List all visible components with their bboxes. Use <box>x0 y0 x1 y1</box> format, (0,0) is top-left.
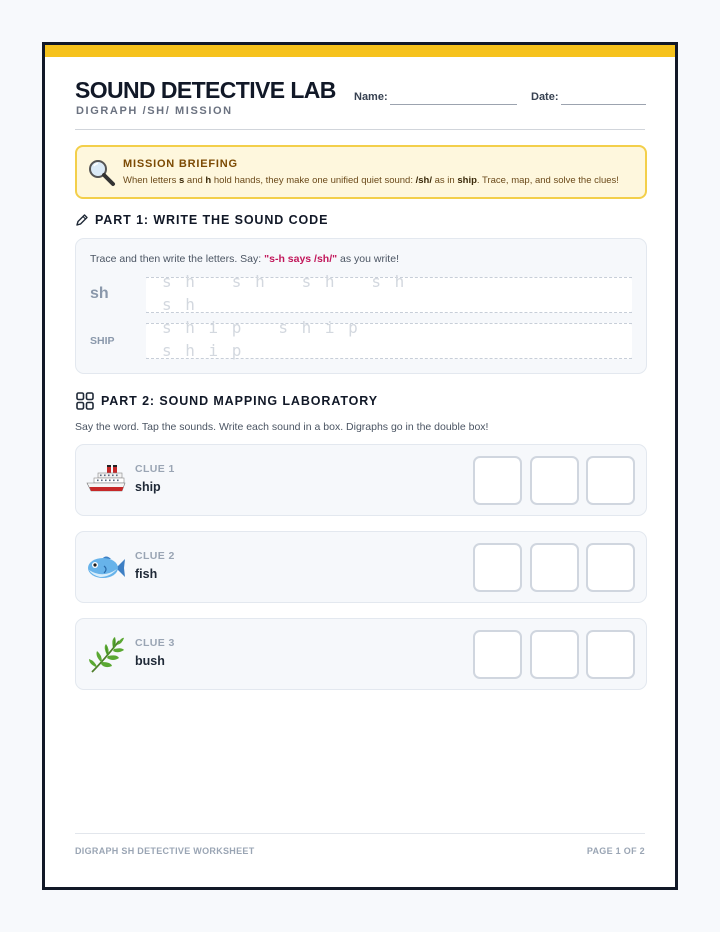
part2-instruction: Say the word. Tap the sounds. Write each sound in a box. Digraphs go in the double box! <box>75 421 489 433</box>
briefing-title: MISSION BRIEFING <box>123 158 238 170</box>
pencil-icon <box>75 213 89 227</box>
clue-label: CLUE 3 <box>135 637 175 649</box>
trace-card <box>75 238 647 374</box>
grid-icon <box>75 391 95 411</box>
clue-word: ship <box>135 480 161 494</box>
fish-icon <box>86 548 126 588</box>
worksheet-page <box>42 42 678 890</box>
sound-box-2[interactable] <box>530 630 579 679</box>
trace-guide-bottom: s h <box>162 295 197 314</box>
date-field[interactable] <box>561 104 646 105</box>
letter-s: s <box>178 175 185 186</box>
top-accent-bar <box>45 45 675 57</box>
clue-card-2 <box>75 531 647 603</box>
trace-writing-area-sh[interactable] <box>146 272 632 314</box>
clue-label: CLUE 2 <box>135 550 175 562</box>
clue-word: bush <box>135 654 165 668</box>
sound-box-1[interactable] <box>473 630 522 679</box>
sound-box-2[interactable] <box>530 543 579 592</box>
sound-box-3[interactable] <box>586 630 635 679</box>
ship-icon <box>86 461 126 501</box>
date-label: Date: <box>531 91 559 103</box>
part1-title: PART 1: WRITE THE SOUND CODE <box>95 213 329 227</box>
sound-box-1[interactable] <box>473 456 522 505</box>
sound-sh: /sh/ <box>415 175 432 186</box>
clue-word: fish <box>135 567 158 581</box>
briefing-text: When letters s and h hold hands, they make one unified quiet sound: /sh/ as in ship. Trace, map, and solve the clues! <box>123 175 619 186</box>
trace-guide-top: s h i p s h i p <box>162 318 360 337</box>
leafy-branch-icon <box>86 635 126 675</box>
page-title: SOUND DETECTIVE LAB <box>75 77 336 103</box>
part2-title: PART 2: SOUND MAPPING LABORATORY <box>101 394 378 408</box>
trace-instruction: Trace and then write the letters. Say: "s-h says /sh/" as you write! <box>90 253 399 265</box>
clue-label: CLUE 1 <box>135 463 175 475</box>
trace-row-sh <box>90 272 632 314</box>
letter-h: h <box>205 175 212 186</box>
header-divider <box>75 129 645 130</box>
trace-guide-top: s h s h s h s h <box>162 272 407 291</box>
clue-card-1 <box>75 444 647 516</box>
name-label: Name: <box>354 91 388 103</box>
part1-heading <box>75 213 328 227</box>
name-field[interactable] <box>390 104 517 105</box>
example-word: ship <box>457 175 477 186</box>
trace-guide-bottom: s h i p <box>162 341 244 360</box>
mission-briefing <box>75 145 647 199</box>
part2-heading <box>75 391 378 411</box>
magnifying-glass-icon <box>87 158 117 188</box>
page-subtitle: DIGRAPH /SH/ MISSION <box>76 105 233 117</box>
sound-box-3[interactable] <box>586 456 635 505</box>
footer-worksheet-name: DIGRAPH SH DETECTIVE WORKSHEET <box>75 846 255 856</box>
trace-row-ship <box>90 318 632 360</box>
trace-writing-area-ship[interactable] <box>146 318 632 360</box>
sound-box-3[interactable] <box>586 543 635 592</box>
footer-page-number: PAGE 1 OF 2 <box>586 846 645 856</box>
sound-box-2[interactable] <box>530 456 579 505</box>
trace-label-ship: SHIP <box>90 335 115 347</box>
sound-box-1[interactable] <box>473 543 522 592</box>
footer-divider <box>75 833 645 834</box>
clue-card-3 <box>75 618 647 690</box>
trace-label-sh: sh <box>90 285 109 302</box>
